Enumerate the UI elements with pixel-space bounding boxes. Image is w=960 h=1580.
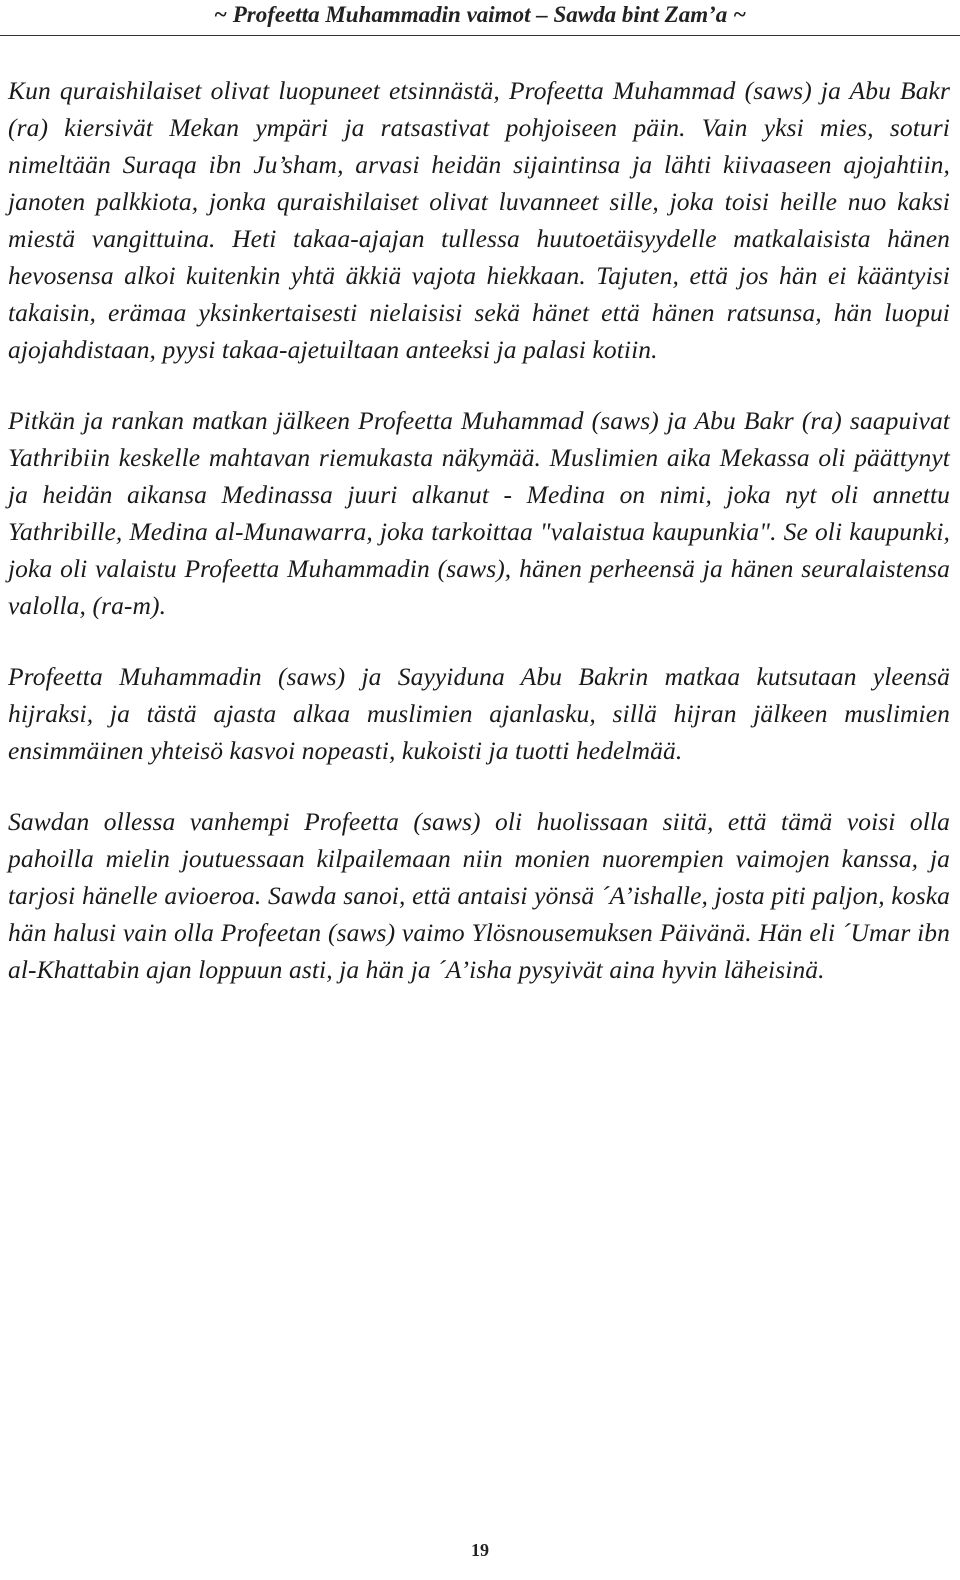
page-number: 19: [471, 1540, 489, 1560]
paragraph-2: Pitkän ja rankan matkan jälkeen Profeetta Muhammad (saws) ja Abu Bakr (ra) saapuivat Yathribiin keskelle mahtavan riemukasta näkymää. Muslimien aika Mekassa oli päättynyt ja heidän aikansa Medinassa juuri alkanut - Medina on nimi, joka nyt oli annettu Yathribille, Medina al-Munawarra, joka tarkoittaa "valaistua kaupunkia". Se oli kaupunki, joka oli valaistu Profeetta Muhammadin (saws), hänen perheensä ja hänen seuralaistensa valolla, (ra-m).: [8, 406, 950, 620]
paragraph-3: Profeetta Muhammadin (saws) ja Sayyiduna Abu Bakrin matkaa kutsutaan yleensä hijraksi, ja tästä ajasta alkaa muslimien ajanlasku, sillä hijran jälkeen muslimien ensimmäinen yhteisö kasvoi nopeasti, kukoisti ja tuotti hedelmää.: [8, 662, 950, 765]
paragraph-1: Kun quraishilaiset olivat luopuneet etsinnästä, Profeetta Muhammad (saws) ja Abu Bakr (ra) kiersivät Mekan ympäri ja ratsastivat pohjoiseen päin. Vain yksi mies, soturi nimeltään Suraqa ibn Ju’sham, arvasi heidän sijaintinsa ja lähti kiivaaseen ajojahtiin, janoten palkkiota, jonka quraishilaiset olivat luvanneet sille, joka toisi heille nuo kaksi miestä vangittuina. Heti takaa-ajajan tullessa huutoetäisyydelle matkalaisista hänen hevosensa alkoi kuitenkin yhtä äkkiä vajota hiekkaan. Tajuten, että jos hän ei kääntyisi takaisin, erämaa yksinkertaisesti nielaisisi sekä hänet että hänen ratsunsa, hän luopui ajojahdistaan, pyysi takaa-ajetuiltaan anteeksi ja palasi kotiin.: [8, 76, 950, 364]
running-header: ~ Profeetta Muhammadin vaimot – Sawda bint Zam’a ~: [0, 0, 960, 36]
paragraph-4: Sawdan ollessa vanhempi Profeetta (saws) oli huolissaan siitä, että tämä voisi olla pahoilla mielin joutuessaan kilpailemaan niin monien nuorempien vaimojen kanssa, ja tarjosi hänelle avioeroa. Sawda sanoi, että antaisi yönsä ´A’ishalle, josta piti paljon, koska hän halusi vain olla Profeetan (saws) vaimo Ylösnousemuksen Päivänä. Hän eli ´Umar ibn al-Khattabin ajan loppuun asti, ja hän ja ´A’isha pysyivät aina hyvin läheisinä.: [8, 807, 950, 984]
body-text: [8, 72, 950, 1022]
